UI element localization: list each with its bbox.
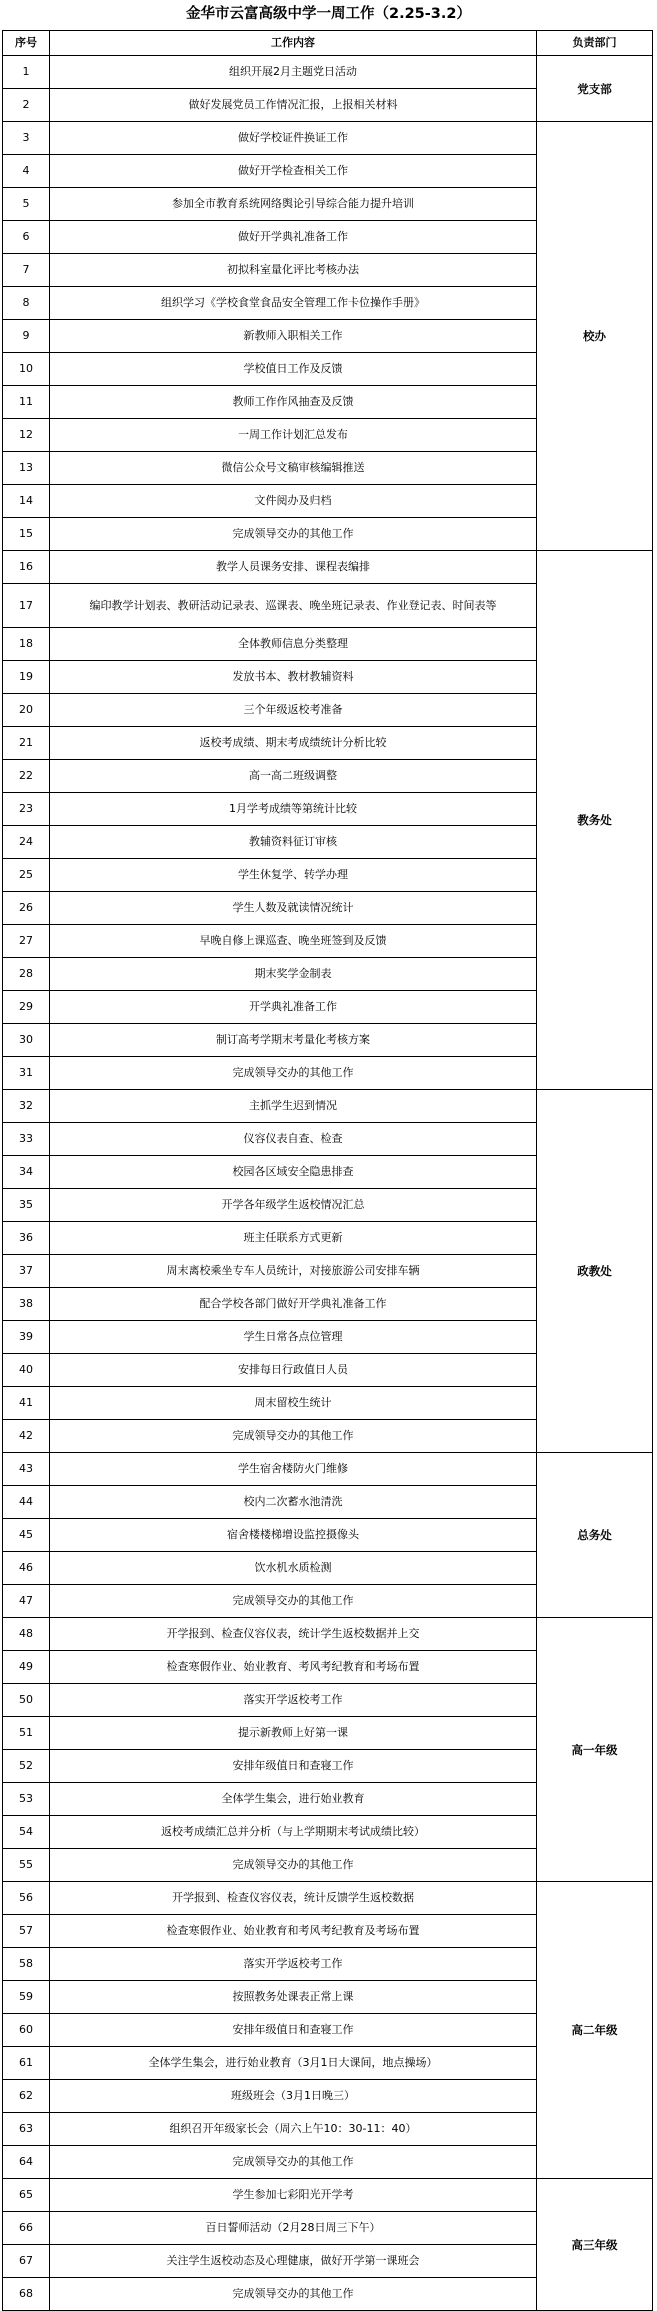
row-content: 做好学校证件换证工作 xyxy=(50,122,537,155)
row-content: 一周工作计划汇总发布 xyxy=(50,419,537,452)
row-number: 2 xyxy=(3,89,50,122)
row-content: 提示新教师上好第一课 xyxy=(50,1717,537,1750)
row-number: 53 xyxy=(3,1783,50,1816)
row-content: 开学典礼准备工作 xyxy=(50,991,537,1024)
row-number: 57 xyxy=(3,1915,50,1948)
row-number: 5 xyxy=(3,188,50,221)
row-content: 检查寒假作业、始业教育、考风考纪教育和考场布置 xyxy=(50,1651,537,1684)
table-header-row xyxy=(3,31,653,56)
row-content: 三个年级返校考准备 xyxy=(50,694,537,727)
table-row xyxy=(3,122,653,155)
table-body xyxy=(3,56,653,2311)
header-content: 工作内容 xyxy=(50,31,537,56)
row-content: 返校考成绩汇总并分析（与上学期期末考试成绩比较） xyxy=(50,1816,537,1849)
row-content: 组织学习《学校食堂食品安全管理工作卡位操作手册》 xyxy=(50,287,537,320)
row-number: 3 xyxy=(3,122,50,155)
table-row xyxy=(3,1882,653,1915)
department-cell: 高二年级 xyxy=(537,1882,653,2179)
row-content: 主抓学生迟到情况 xyxy=(50,1090,537,1123)
row-content: 做好发展党员工作情况汇报，上报相关材料 xyxy=(50,89,537,122)
header-seq: 序号 xyxy=(3,31,50,56)
row-number: 66 xyxy=(3,2212,50,2245)
row-content: 完成领导交办的其他工作 xyxy=(50,1057,537,1090)
row-number: 8 xyxy=(3,287,50,320)
row-content: 开学报到、检查仪容仪表，统计反馈学生返校数据 xyxy=(50,1882,537,1915)
row-number: 21 xyxy=(3,727,50,760)
row-content: 发放书本、教材教辅资料 xyxy=(50,661,537,694)
department-cell: 教务处 xyxy=(537,551,653,1090)
row-content: 参加全市教育系统网络舆论引导综合能力提升培训 xyxy=(50,188,537,221)
department-cell: 高一年级 xyxy=(537,1618,653,1882)
row-number: 54 xyxy=(3,1816,50,1849)
row-content: 检查寒假作业、始业教育和考风考纪教育及考场布置 xyxy=(50,1915,537,1948)
row-number: 40 xyxy=(3,1354,50,1387)
row-content: 学校值日工作及反馈 xyxy=(50,353,537,386)
row-content: 配合学校各部门做好开学典礼准备工作 xyxy=(50,1288,537,1321)
table-row xyxy=(3,1618,653,1651)
row-number: 28 xyxy=(3,958,50,991)
row-content: 完成领导交办的其他工作 xyxy=(50,518,537,551)
row-content: 学生日常各点位管理 xyxy=(50,1321,537,1354)
row-content: 饮水机水质检测 xyxy=(50,1552,537,1585)
row-content: 学生休复学、转学办理 xyxy=(50,859,537,892)
row-number: 16 xyxy=(3,551,50,584)
department-cell: 高三年级 xyxy=(537,2179,653,2311)
row-content: 开学各年级学生返校情况汇总 xyxy=(50,1189,537,1222)
row-content: 完成领导交办的其他工作 xyxy=(50,2278,537,2311)
row-content: 校园各区域安全隐患排查 xyxy=(50,1156,537,1189)
row-number: 68 xyxy=(3,2278,50,2311)
row-content: 微信公众号文稿审核编辑推送 xyxy=(50,452,537,485)
row-content: 做好开学典礼准备工作 xyxy=(50,221,537,254)
row-number: 55 xyxy=(3,1849,50,1882)
row-number: 29 xyxy=(3,991,50,1024)
row-content: 高一高二班级调整 xyxy=(50,760,537,793)
row-number: 37 xyxy=(3,1255,50,1288)
row-content: 百日誓师活动（2月28日周三下午） xyxy=(50,2212,537,2245)
row-number: 6 xyxy=(3,221,50,254)
row-number: 46 xyxy=(3,1552,50,1585)
row-content: 教辅资料征订审核 xyxy=(50,826,537,859)
row-content: 周末留校生统计 xyxy=(50,1387,537,1420)
row-number: 67 xyxy=(3,2245,50,2278)
row-content: 仪容仪表自查、检查 xyxy=(50,1123,537,1156)
row-number: 62 xyxy=(3,2080,50,2113)
row-number: 41 xyxy=(3,1387,50,1420)
row-content: 完成领导交办的其他工作 xyxy=(50,1585,537,1618)
row-number: 26 xyxy=(3,892,50,925)
row-number: 44 xyxy=(3,1486,50,1519)
row-content: 全体学生集会，进行始业教育 xyxy=(50,1783,537,1816)
header-dept: 负责部门 xyxy=(537,31,653,56)
row-number: 47 xyxy=(3,1585,50,1618)
department-cell: 政教处 xyxy=(537,1090,653,1453)
row-number: 18 xyxy=(3,628,50,661)
row-content: 完成领导交办的其他工作 xyxy=(50,2146,537,2179)
row-content: 完成领导交办的其他工作 xyxy=(50,1849,537,1882)
row-number: 14 xyxy=(3,485,50,518)
department-cell: 总务处 xyxy=(537,1453,653,1618)
row-content: 安排年级值日和查寝工作 xyxy=(50,2014,537,2047)
row-content: 初拟科室量化评比考核办法 xyxy=(50,254,537,287)
row-content: 落实开学返校考工作 xyxy=(50,1684,537,1717)
row-number: 24 xyxy=(3,826,50,859)
row-number: 59 xyxy=(3,1981,50,2014)
page-title: 金华市云富高级中学一周工作（2.25-3.2） xyxy=(186,6,471,22)
row-content: 全体学生集会，进行始业教育（3月1日大课间，地点操场） xyxy=(50,2047,537,2080)
row-number: 32 xyxy=(3,1090,50,1123)
row-number: 19 xyxy=(3,661,50,694)
schedule-table xyxy=(2,30,653,2311)
row-number: 7 xyxy=(3,254,50,287)
row-number: 34 xyxy=(3,1156,50,1189)
row-content: 周末离校乘坐专车人员统计，对接旅游公司安排车辆 xyxy=(50,1255,537,1288)
row-number: 45 xyxy=(3,1519,50,1552)
row-content: 宿舍楼楼梯增设监控摄像头 xyxy=(50,1519,537,1552)
row-number: 43 xyxy=(3,1453,50,1486)
row-content: 班级班会（3月1日晚三） xyxy=(50,2080,537,2113)
row-number: 22 xyxy=(3,760,50,793)
table-row xyxy=(3,2179,653,2212)
row-content: 班主任联系方式更新 xyxy=(50,1222,537,1255)
row-number: 20 xyxy=(3,694,50,727)
row-number: 63 xyxy=(3,2113,50,2146)
row-number: 15 xyxy=(3,518,50,551)
row-content: 新教师入职相关工作 xyxy=(50,320,537,353)
table-row xyxy=(3,1453,653,1486)
row-content: 编印教学计划表、教研活动记录表、巡课表、晚坐班记录表、作业登记表、时间表等 xyxy=(50,584,537,628)
row-number: 12 xyxy=(3,419,50,452)
row-number: 60 xyxy=(3,2014,50,2047)
row-number: 4 xyxy=(3,155,50,188)
row-number: 51 xyxy=(3,1717,50,1750)
row-number: 35 xyxy=(3,1189,50,1222)
table-row xyxy=(3,551,653,584)
row-number: 36 xyxy=(3,1222,50,1255)
row-content: 学生宿舍楼防火门维修 xyxy=(50,1453,537,1486)
table-row xyxy=(3,56,653,89)
row-content: 学生人数及就读情况统计 xyxy=(50,892,537,925)
row-number: 58 xyxy=(3,1948,50,1981)
row-content: 安排年级值日和查寝工作 xyxy=(50,1750,537,1783)
row-content: 期末奖学金制表 xyxy=(50,958,537,991)
row-content: 教学人员课务安排、课程表编排 xyxy=(50,551,537,584)
row-number: 31 xyxy=(3,1057,50,1090)
row-number: 38 xyxy=(3,1288,50,1321)
row-content: 开学报到、检查仪容仪表，统计学生返校数据并上交 xyxy=(50,1618,537,1651)
row-number: 48 xyxy=(3,1618,50,1651)
row-number: 30 xyxy=(3,1024,50,1057)
table-row xyxy=(3,1090,653,1123)
row-number: 17 xyxy=(3,584,50,628)
row-content: 落实开学返校考工作 xyxy=(50,1948,537,1981)
row-number: 1 xyxy=(3,56,50,89)
row-number: 39 xyxy=(3,1321,50,1354)
row-content: 组织召开年级家长会（周六上午10：30-11：40） xyxy=(50,2113,537,2146)
department-cell: 党支部 xyxy=(537,56,653,122)
row-number: 49 xyxy=(3,1651,50,1684)
row-content: 1月学考成绩等第统计比较 xyxy=(50,793,537,826)
row-content: 安排每日行政值日人员 xyxy=(50,1354,537,1387)
department-cell: 校办 xyxy=(537,122,653,551)
row-number: 42 xyxy=(3,1420,50,1453)
row-content: 全体教师信息分类整理 xyxy=(50,628,537,661)
row-content: 文件阅办及归档 xyxy=(50,485,537,518)
row-number: 33 xyxy=(3,1123,50,1156)
row-content: 关注学生返校动态及心理健康，做好开学第一课班会 xyxy=(50,2245,537,2278)
row-number: 10 xyxy=(3,353,50,386)
row-content: 完成领导交办的其他工作 xyxy=(50,1420,537,1453)
row-number: 9 xyxy=(3,320,50,353)
row-content: 早晚自修上课巡查、晚坐班签到及反馈 xyxy=(50,925,537,958)
row-number: 56 xyxy=(3,1882,50,1915)
row-content: 教师工作作风抽查及反馈 xyxy=(50,386,537,419)
row-content: 按照教务处课表正常上课 xyxy=(50,1981,537,2014)
row-number: 65 xyxy=(3,2179,50,2212)
row-number: 52 xyxy=(3,1750,50,1783)
row-content: 返校考成绩、期末考成绩统计分析比较 xyxy=(50,727,537,760)
row-number: 50 xyxy=(3,1684,50,1717)
row-number: 25 xyxy=(3,859,50,892)
row-number: 61 xyxy=(3,2047,50,2080)
row-number: 11 xyxy=(3,386,50,419)
row-number: 13 xyxy=(3,452,50,485)
row-content: 学生参加七彩阳光开学考 xyxy=(50,2179,537,2212)
row-content: 做好开学检查相关工作 xyxy=(50,155,537,188)
row-number: 23 xyxy=(3,793,50,826)
row-number: 27 xyxy=(3,925,50,958)
row-content: 校内二次蓄水池清洗 xyxy=(50,1486,537,1519)
row-number: 64 xyxy=(3,2146,50,2179)
row-content: 组织开展2月主题党日活动 xyxy=(50,56,537,89)
row-content: 制订高考学期末考量化考核方案 xyxy=(50,1024,537,1057)
